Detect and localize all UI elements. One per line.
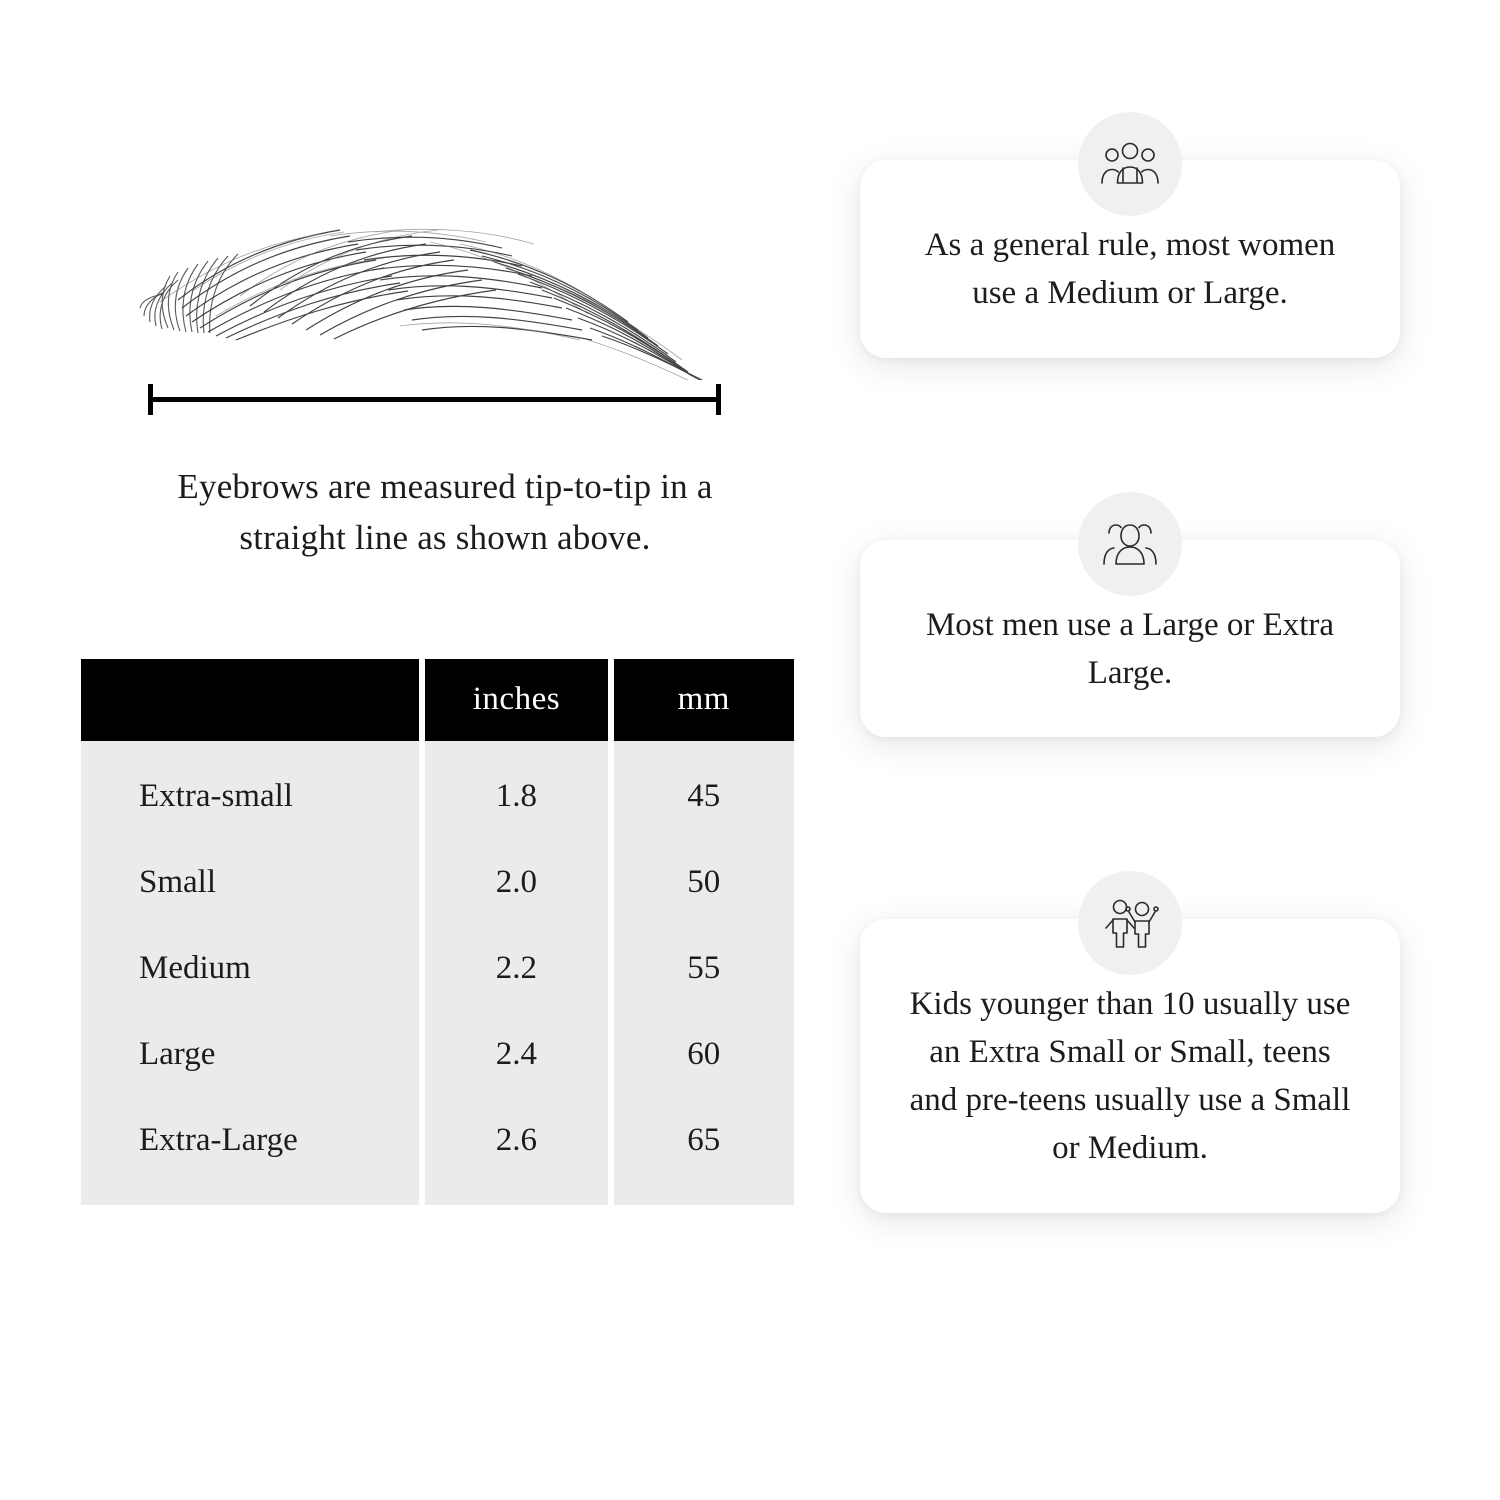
measurement-bar-left-cap <box>148 384 153 415</box>
table-row <box>81 741 794 840</box>
info-card-women-text: As a general rule, most women use a Medium or Large. <box>924 227 1336 311</box>
size-table-header-mm: mm <box>614 659 794 741</box>
measurement-bar-right-cap <box>716 384 721 415</box>
size-inches: 2.4 <box>425 1012 607 1098</box>
size-name: Extra-Large <box>81 1098 419 1205</box>
size-mm: 55 <box>614 926 794 1012</box>
table-row <box>81 926 794 1012</box>
size-table-body <box>81 741 794 1205</box>
size-table <box>75 659 800 1205</box>
size-name: Extra-small <box>81 741 419 840</box>
info-card-kids-text: Kids younger than 10 usually use an Extra Small or Small, teens and pre-teens usually use a Small or Medium. <box>909 986 1351 1166</box>
info-card-men-text: Most men use a Large or Extra Large. <box>925 606 1335 691</box>
size-inches: 2.6 <box>425 1098 607 1205</box>
size-table-header-blank <box>81 659 419 741</box>
eyebrow-hairs-svg <box>130 150 770 380</box>
size-table-header-row <box>81 659 794 741</box>
size-mm: 45 <box>614 741 794 840</box>
size-name: Medium <box>81 926 419 1012</box>
size-mm: 60 <box>614 1012 794 1098</box>
men-group-icon <box>1078 492 1182 596</box>
info-card-men <box>860 540 1400 738</box>
size-mm: 50 <box>614 840 794 926</box>
info-card-kids <box>860 919 1400 1212</box>
size-inches: 2.2 <box>425 926 607 1012</box>
men-group-icon-svg <box>1099 518 1161 570</box>
women-group-icon-svg <box>1099 138 1161 190</box>
info-card-women <box>860 160 1400 358</box>
table-row <box>81 840 794 926</box>
kids-icon-svg <box>1101 895 1159 951</box>
left-column <box>75 150 795 1205</box>
size-name: Large <box>81 1012 419 1098</box>
size-inches: 2.0 <box>425 840 607 926</box>
size-mm: 65 <box>614 1098 794 1205</box>
measurement-bar <box>148 384 721 414</box>
size-name: Small <box>81 840 419 926</box>
eyebrow-illustration <box>130 150 770 380</box>
measurement-bar-line <box>148 397 721 402</box>
size-inches: 1.8 <box>425 741 607 840</box>
right-column <box>860 160 1430 1213</box>
women-group-icon <box>1078 112 1182 216</box>
size-table-head <box>81 659 794 741</box>
kids-icon <box>1078 871 1182 975</box>
table-row <box>81 1012 794 1098</box>
table-row <box>81 1098 794 1205</box>
size-table-header-inches: inches <box>425 659 607 741</box>
measurement-caption: Eyebrows are measured tip-to-tip in a straight line as shown above. <box>177 467 713 557</box>
